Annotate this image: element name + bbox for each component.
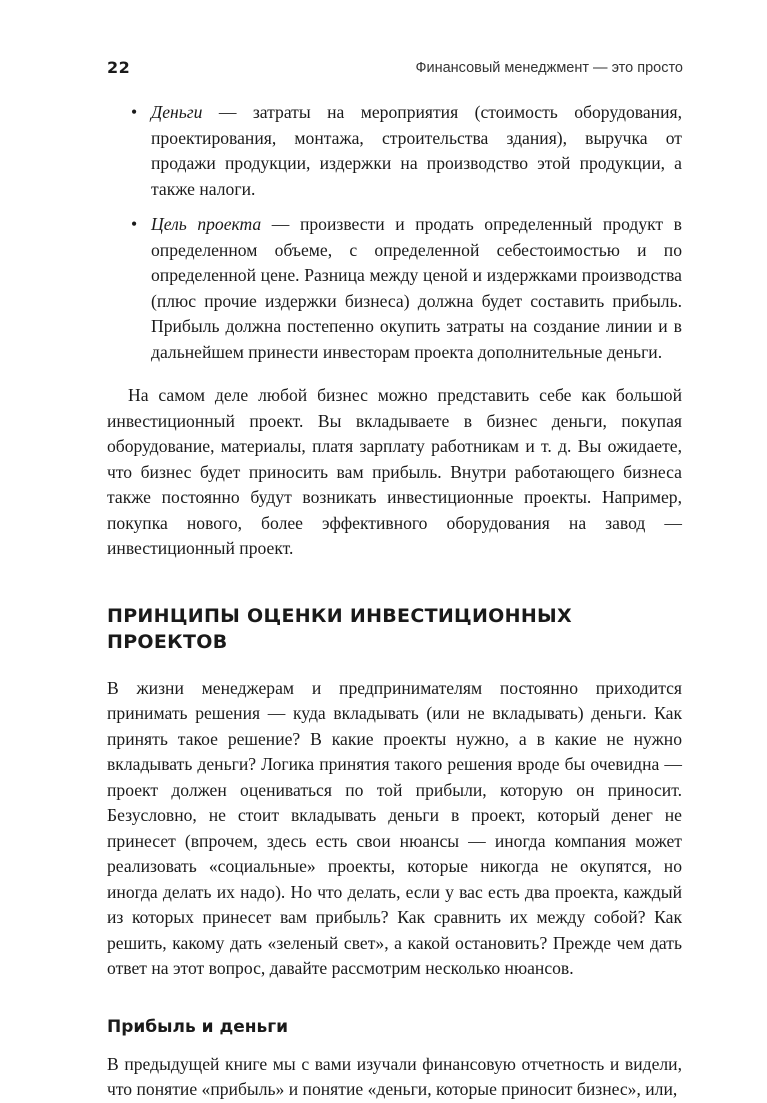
page-number: 22 [107,58,131,77]
running-title: Финансовый менеджмент — это просто [415,60,683,76]
paragraph: На самом деле любой бизнес можно представить себе как большой инвестиционный проект. Вы вкладываете в бизнес деньги, покупая оборудование, материалы, платя зарплату работникам и т. д. Вы ожидаете, что бизнес будет приносить вам прибыль. Внутри работающего бизнеса также постоянно будут возникать инвестиционные проекты. Например, покупка нового, более эффективного оборудования на завод — инвестиционный проект. [107,385,682,558]
page-header [107,58,683,80]
bullet-item-project-goal [107,212,682,365]
bullet-icon: • [131,214,138,234]
paragraph: В жизни менеджерам и предпринимателям постоянно приходится принимать решения — куда вкладывать (или не вкладывать) деньги. Как принять такое решение? В какие проекты нужно, а в какие не нужно вкладывать деньги? Логика принятия такого решения вроде бы очевидна — проект должен оцениваться по той прибыли, которую он приносит. Безусловно, не стоит вкладывать деньги в проект, который денег не принесет (впрочем, здесь есть свои нюансы — иногда компания может реализовать «социальные» проекты, которые никогда не окупятся, но иногда делать их надо). Но что делать, если у вас есть два проекта, каждый из которых принесет вам прибыль? Как сравнить их между собой? Как решить, какому дать «зеленый свет», а какой остановить? Прежде чем дать ответ на этот вопрос, давайте рассмотрим несколько нюансов. [107,677,682,978]
bullet-term: Цель проекта [151,214,262,234]
page-content [107,100,682,1103]
bullet-term: Деньги [151,102,203,122]
bullet-text: — произвести и продать определенный продукт в определенном объеме, с определенной себестоимостью и по определенной цене. Разница между ценой и издержками производства (плюс прочие издержки бизнеса) должна будет составить прибыль. Прибыль должна постепенно окупить затраты на создание линии и в дальнейшем принести инвесторам проекта дополнительные деньги. [151,214,682,362]
bullet-item-money [107,100,682,202]
bullet-list [107,100,682,365]
bullet-text: — затраты на мероприятия (стоимость оборудования, проектирования, монтажа, строительства здания), выручка от продажи продукции, издержки на производство этой продукции, а также налоги. [151,102,682,199]
bullet-icon: • [131,102,138,122]
subsection-heading: Прибыль и деньги [107,1016,289,1037]
paragraph: В предыдущей книге мы с вами изучали финансовую отчетность и видели, что понятие «прибыль» и понятие «деньги, которые приносит бизнес», или, [107,1053,682,1099]
section-heading: ПРИНЦИПЫ ОЦЕНКИ ИНВЕСТИЦИОННЫХ ПРОЕКТОВ [107,604,572,653]
